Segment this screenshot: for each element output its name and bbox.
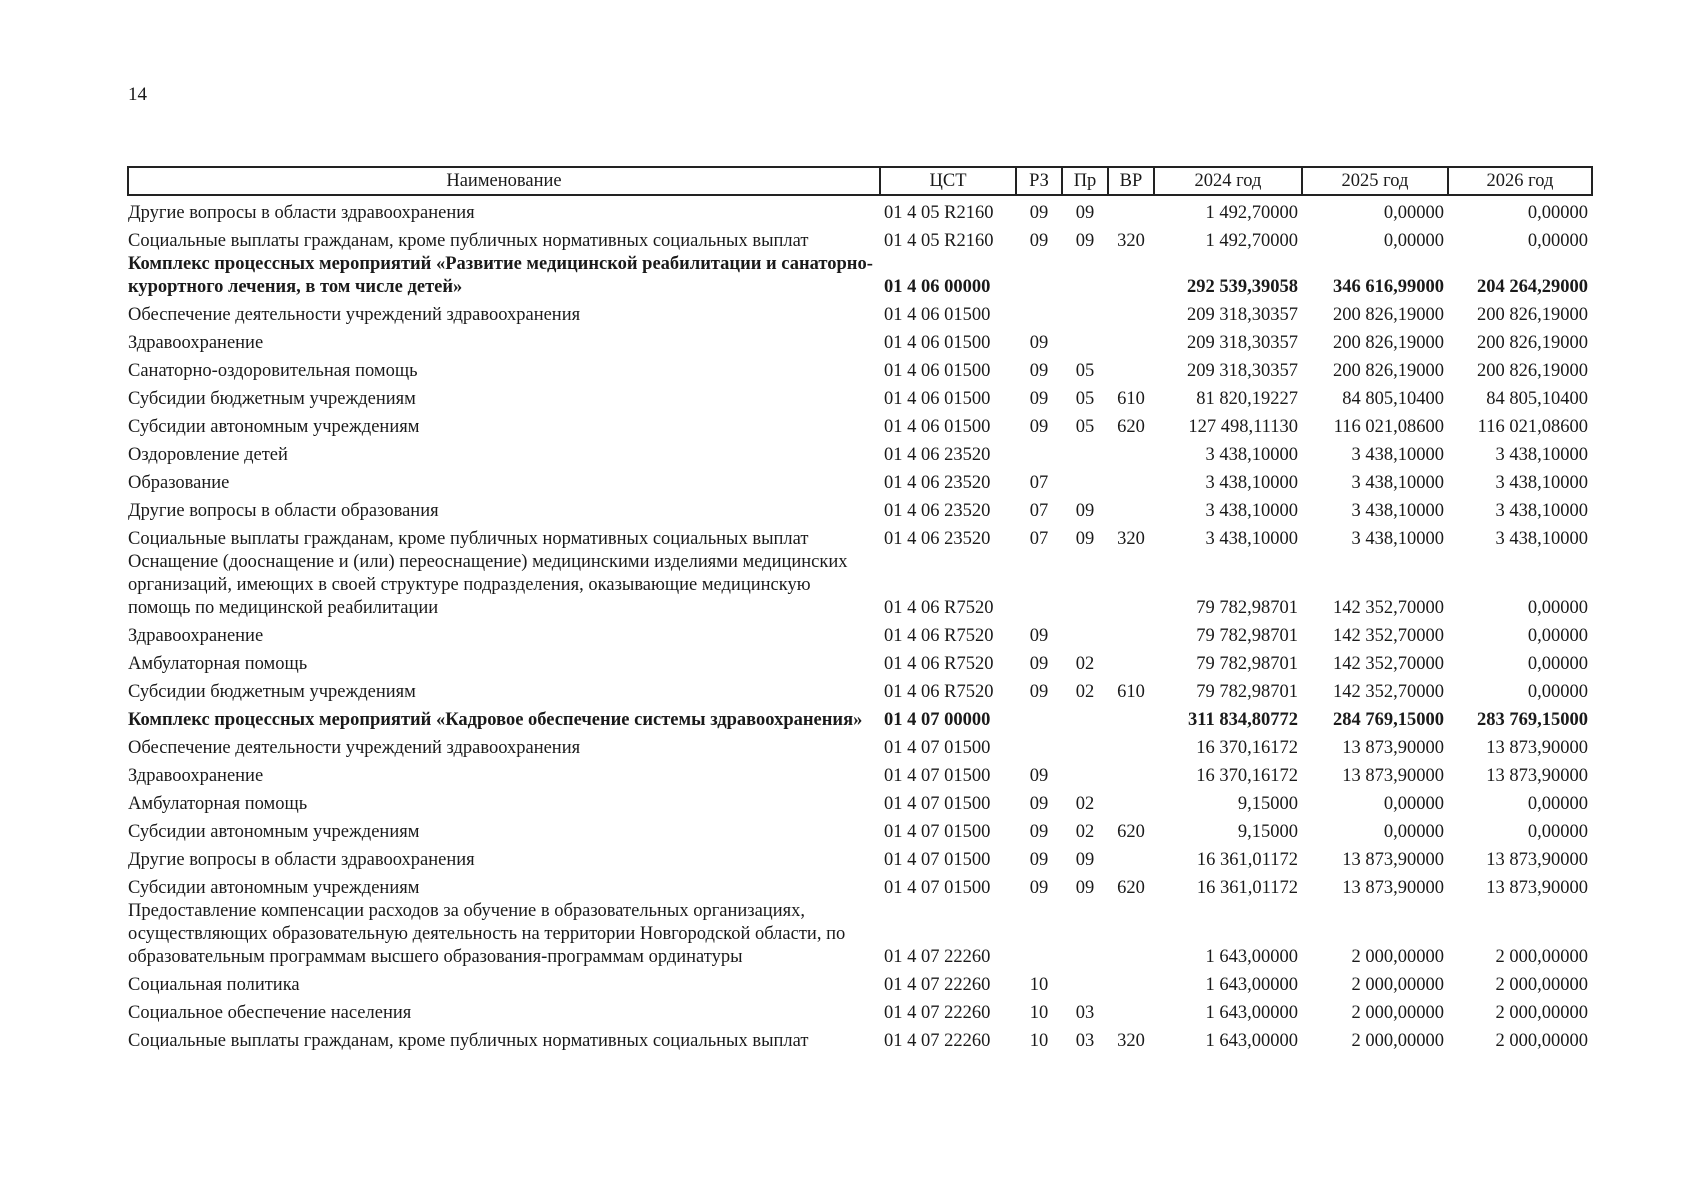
cell-vr [1108, 551, 1154, 620]
cell-2024: 79 782,98701 [1196, 598, 1298, 618]
cell-vr [1108, 195, 1154, 225]
cell-pr: 09 [1075, 203, 1095, 223]
cell-2024: 1 492,70000 [1205, 231, 1298, 251]
table-row [128, 816, 1592, 844]
table-body [128, 195, 1592, 1053]
cell-name: Другие вопросы в области образования [128, 501, 439, 521]
cell-2026: 200 826,19000 [1477, 333, 1588, 353]
cell-vr [1108, 760, 1154, 788]
cell-cst: 01 4 07 01500 [884, 878, 991, 898]
cell-vr [1108, 253, 1154, 299]
cell-pr: 02 [1075, 682, 1095, 702]
cell-2025: 0,00000 [1383, 794, 1444, 814]
table-row [128, 648, 1592, 676]
table-row [128, 383, 1592, 411]
cell-rz: 09 [1029, 766, 1049, 786]
cell-name: Социальная политика [128, 975, 300, 995]
header-pr: Пр [1062, 167, 1108, 195]
cell-2025: 142 352,70000 [1333, 654, 1444, 674]
cell-cst: 01 4 06 01500 [884, 361, 991, 381]
cell-pr [1062, 760, 1108, 788]
cell-pr [1062, 439, 1108, 467]
table-row [128, 704, 1592, 732]
cell-name: Здравоохранение [128, 766, 264, 786]
cell-2024: 311 834,80772 [1188, 710, 1298, 730]
cell-pr: 09 [1075, 878, 1095, 898]
cell-name: Обеспечение деятельности учреждений здравоохранения [128, 738, 581, 758]
cell-name: Другие вопросы в области здравоохранения [128, 203, 475, 223]
cell-2026: 13 873,90000 [1486, 766, 1588, 786]
cell-rz [1016, 253, 1062, 299]
cell-2024: 3 438,10000 [1205, 501, 1298, 521]
header-2025: 2025 год [1302, 167, 1448, 195]
cell-name: Предоставление компенсации расходов за обучение в образовательных организациях, осуществляющих образовательную деятельность на территории Новгородской области, по образовательным программам высшего образования-программам ординатуры [128, 901, 846, 967]
cell-rz: 09 [1029, 654, 1049, 674]
cell-2025: 116 021,08600 [1333, 417, 1444, 437]
cell-pr: 05 [1075, 361, 1095, 381]
cell-2025: 13 873,90000 [1342, 878, 1444, 898]
table-row [128, 439, 1592, 467]
cell-2024: 1 643,00000 [1205, 947, 1298, 967]
cell-2025: 2 000,00000 [1351, 1031, 1444, 1051]
cell-2026: 0,00000 [1527, 231, 1588, 251]
cell-2025: 0,00000 [1383, 203, 1444, 223]
cell-2024: 79 782,98701 [1196, 654, 1298, 674]
cell-name: Амбулаторная помощь [128, 654, 308, 674]
table-row [128, 467, 1592, 495]
cell-cst: 01 4 06 23520 [884, 445, 991, 465]
cell-name: Субсидии бюджетным учреждениям [128, 389, 416, 409]
table-row [128, 195, 1592, 225]
cell-pr [1062, 467, 1108, 495]
table-row [128, 551, 1592, 620]
cell-pr: 02 [1075, 822, 1095, 842]
cell-2025: 0,00000 [1383, 822, 1444, 842]
cell-rz: 09 [1029, 203, 1049, 223]
cell-name: Социальные выплаты гражданам, кроме публичных нормативных социальных выплат [128, 231, 809, 251]
cell-2025: 2 000,00000 [1351, 1003, 1444, 1023]
cell-vr: 620 [1117, 822, 1145, 842]
table-row [128, 1025, 1592, 1053]
cell-2026: 3 438,10000 [1495, 529, 1588, 549]
cell-vr: 320 [1117, 529, 1145, 549]
header-vr: ВР [1108, 167, 1154, 195]
cell-rz: 10 [1029, 1031, 1049, 1051]
cell-rz: 09 [1029, 389, 1049, 409]
cell-name: Социальные выплаты гражданам, кроме публичных нормативных социальных выплат [128, 529, 809, 549]
cell-pr [1062, 327, 1108, 355]
cell-vr [1108, 467, 1154, 495]
header-rz: РЗ [1016, 167, 1062, 195]
cell-pr: 09 [1075, 850, 1095, 870]
cell-pr: 09 [1075, 231, 1095, 251]
cell-rz: 09 [1029, 794, 1049, 814]
cell-cst: 01 4 07 22260 [884, 975, 991, 995]
cell-2025: 200 826,19000 [1333, 333, 1444, 353]
cell-2025: 346 616,99000 [1333, 277, 1444, 297]
cell-rz: 09 [1029, 626, 1049, 646]
cell-cst: 01 4 07 01500 [884, 766, 991, 786]
table-row [128, 495, 1592, 523]
cell-vr [1108, 439, 1154, 467]
cell-vr [1108, 620, 1154, 648]
cell-2026: 3 438,10000 [1495, 501, 1588, 521]
cell-2025: 3 438,10000 [1351, 529, 1444, 549]
cell-2025: 13 873,90000 [1342, 766, 1444, 786]
cell-2026: 13 873,90000 [1486, 878, 1588, 898]
cell-cst: 01 4 06 01500 [884, 333, 991, 353]
cell-cst: 01 4 06 23520 [884, 501, 991, 521]
cell-rz: 09 [1029, 822, 1049, 842]
cell-cst: 01 4 07 01500 [884, 738, 991, 758]
cell-pr: 02 [1075, 794, 1095, 814]
cell-2026: 283 769,15000 [1477, 710, 1588, 730]
cell-cst: 01 4 06 23520 [884, 529, 991, 549]
cell-rz [1016, 551, 1062, 620]
cell-vr [1108, 648, 1154, 676]
cell-pr [1062, 969, 1108, 997]
cell-name: Обеспечение деятельности учреждений здравоохранения [128, 305, 581, 325]
cell-2024: 3 438,10000 [1205, 529, 1298, 549]
cell-name: Другие вопросы в области здравоохранения [128, 850, 475, 870]
cell-pr [1062, 732, 1108, 760]
cell-2024: 9,15000 [1237, 822, 1298, 842]
table-row [128, 900, 1592, 969]
table-row [128, 299, 1592, 327]
cell-pr: 05 [1075, 389, 1095, 409]
cell-vr [1108, 732, 1154, 760]
cell-cst: 01 4 06 01500 [884, 417, 991, 437]
cell-2026: 2 000,00000 [1495, 947, 1588, 967]
cell-2024: 209 318,30357 [1187, 305, 1298, 325]
cell-rz: 07 [1029, 501, 1049, 521]
cell-vr [1108, 997, 1154, 1025]
table-row [128, 997, 1592, 1025]
table-row [128, 760, 1592, 788]
cell-name: Оздоровление детей [128, 445, 288, 465]
cell-2025: 142 352,70000 [1333, 626, 1444, 646]
cell-cst: 01 4 06 R7520 [884, 626, 994, 646]
cell-name: Субсидии бюджетным учреждениям [128, 682, 416, 702]
cell-rz [1016, 439, 1062, 467]
cell-name: Здравоохранение [128, 333, 264, 353]
cell-pr: 03 [1075, 1031, 1095, 1051]
cell-2024: 16 370,16172 [1196, 766, 1298, 786]
cell-2026: 0,00000 [1527, 626, 1588, 646]
cell-pr: 02 [1075, 654, 1095, 674]
cell-rz: 09 [1029, 850, 1049, 870]
cell-cst: 01 4 06 R7520 [884, 682, 994, 702]
cell-cst: 01 4 06 R7520 [884, 654, 994, 674]
cell-rz [1016, 900, 1062, 969]
cell-vr: 610 [1117, 389, 1145, 409]
cell-name: Амбулаторная помощь [128, 794, 308, 814]
cell-name: Субсидии автономным учреждениям [128, 878, 420, 898]
cell-cst: 01 4 07 22260 [884, 1003, 991, 1023]
cell-2024: 16 361,01172 [1196, 878, 1298, 898]
table-row [128, 872, 1592, 900]
table-row [128, 844, 1592, 872]
cell-vr [1108, 355, 1154, 383]
cell-name: Субсидии автономным учреждениям [128, 417, 420, 437]
cell-2025: 13 873,90000 [1342, 738, 1444, 758]
cell-cst: 01 4 07 22260 [884, 947, 991, 967]
cell-2025: 200 826,19000 [1333, 361, 1444, 381]
cell-cst: 01 4 06 R7520 [884, 598, 994, 618]
header-2026: 2026 год [1448, 167, 1592, 195]
cell-2025: 200 826,19000 [1333, 305, 1444, 325]
header-name: Наименование [128, 167, 880, 195]
cell-pr [1062, 620, 1108, 648]
cell-2024: 79 782,98701 [1196, 682, 1298, 702]
cell-2026: 3 438,10000 [1495, 473, 1588, 493]
cell-cst: 01 4 07 00000 [884, 710, 991, 730]
cell-2026: 200 826,19000 [1477, 361, 1588, 381]
cell-2026: 116 021,08600 [1477, 417, 1588, 437]
cell-2025: 284 769,15000 [1333, 710, 1444, 730]
table-row [128, 676, 1592, 704]
cell-name: Социальное обеспечение населения [128, 1003, 412, 1023]
cell-2024: 1 492,70000 [1205, 203, 1298, 223]
cell-rz [1016, 704, 1062, 732]
cell-2026: 200 826,19000 [1477, 305, 1588, 325]
cell-2026: 0,00000 [1527, 598, 1588, 618]
cell-name: Образование [128, 473, 230, 493]
cell-cst: 01 4 07 01500 [884, 850, 991, 870]
cell-2024: 292 539,39058 [1187, 277, 1298, 297]
cell-pr [1062, 900, 1108, 969]
cell-vr [1108, 704, 1154, 732]
cell-rz: 07 [1029, 529, 1049, 549]
table-row [128, 225, 1592, 253]
cell-vr [1108, 900, 1154, 969]
cell-2026: 13 873,90000 [1486, 850, 1588, 870]
cell-cst: 01 4 06 01500 [884, 305, 991, 325]
cell-vr: 620 [1117, 878, 1145, 898]
cell-2024: 3 438,10000 [1205, 445, 1298, 465]
table-row [128, 620, 1592, 648]
cell-rz: 10 [1029, 975, 1049, 995]
cell-name: Комплекс процессных мероприятий «Кадровое обеспечение системы здравоохранения» [128, 710, 863, 730]
cell-2024: 209 318,30357 [1187, 361, 1298, 381]
cell-cst: 01 4 07 01500 [884, 794, 991, 814]
budget-table [127, 166, 1593, 1053]
cell-cst: 01 4 06 00000 [884, 277, 991, 297]
cell-2026: 0,00000 [1527, 682, 1588, 702]
cell-vr: 620 [1117, 417, 1145, 437]
cell-2025: 3 438,10000 [1351, 473, 1444, 493]
cell-vr: 320 [1117, 231, 1145, 251]
table-row [128, 732, 1592, 760]
cell-cst: 01 4 06 01500 [884, 389, 991, 409]
cell-rz: 09 [1029, 417, 1049, 437]
cell-name: Социальные выплаты гражданам, кроме публичных нормативных социальных выплат [128, 1031, 809, 1051]
cell-name: Субсидии автономным учреждениям [128, 822, 420, 842]
cell-pr: 05 [1075, 417, 1095, 437]
cell-2025: 142 352,70000 [1333, 682, 1444, 702]
cell-2026: 0,00000 [1527, 203, 1588, 223]
cell-rz [1016, 299, 1062, 327]
cell-2024: 81 820,19227 [1196, 389, 1298, 409]
cell-pr [1062, 704, 1108, 732]
cell-cst: 01 4 07 22260 [884, 1031, 991, 1051]
cell-name: Санаторно-оздоровительная помощь [128, 361, 418, 381]
cell-name: Оснащение (дооснащение и (или) переоснащение) медицинскими изделиями медицинских организаций, имеющих в своей структуре подразделения, оказывающие медицинскую помощь по медицинской реабилитации [128, 552, 848, 618]
cell-rz: 09 [1029, 682, 1049, 702]
cell-vr [1108, 299, 1154, 327]
table-row [128, 411, 1592, 439]
cell-rz [1016, 732, 1062, 760]
cell-2025: 3 438,10000 [1351, 501, 1444, 521]
cell-pr [1062, 551, 1108, 620]
cell-2025: 142 352,70000 [1333, 598, 1444, 618]
cell-rz: 09 [1029, 878, 1049, 898]
cell-2026: 0,00000 [1527, 654, 1588, 674]
cell-2025: 0,00000 [1383, 231, 1444, 251]
cell-vr [1108, 788, 1154, 816]
cell-2026: 2 000,00000 [1495, 975, 1588, 995]
cell-rz: 09 [1029, 361, 1049, 381]
cell-2026: 3 438,10000 [1495, 445, 1588, 465]
cell-rz: 09 [1029, 333, 1049, 353]
cell-2024: 79 782,98701 [1196, 626, 1298, 646]
cell-2025: 2 000,00000 [1351, 947, 1444, 967]
cell-pr [1062, 253, 1108, 299]
cell-vr [1108, 495, 1154, 523]
cell-2026: 2 000,00000 [1495, 1031, 1588, 1051]
cell-name: Комплекс процессных мероприятий «Развитие медицинской реабилитации и санаторно-курортного лечения, в том числе детей» [128, 254, 873, 297]
cell-2026: 2 000,00000 [1495, 1003, 1588, 1023]
cell-2024: 209 318,30357 [1187, 333, 1298, 353]
cell-2024: 3 438,10000 [1205, 473, 1298, 493]
cell-2026: 0,00000 [1527, 822, 1588, 842]
cell-2024: 1 643,00000 [1205, 975, 1298, 995]
cell-pr: 03 [1075, 1003, 1095, 1023]
cell-vr: 610 [1117, 682, 1145, 702]
cell-rz: 07 [1029, 473, 1049, 493]
cell-pr: 09 [1075, 529, 1095, 549]
table-header-row [128, 167, 1592, 195]
table-row [128, 523, 1592, 551]
cell-vr [1108, 327, 1154, 355]
table-row [128, 355, 1592, 383]
cell-pr: 09 [1075, 501, 1095, 521]
table-row [128, 327, 1592, 355]
cell-2026: 0,00000 [1527, 794, 1588, 814]
table-row [128, 969, 1592, 997]
cell-2024: 1 643,00000 [1205, 1003, 1298, 1023]
page-number: 14 [128, 84, 147, 105]
header-2024: 2024 год [1154, 167, 1302, 195]
cell-2024: 16 370,16172 [1196, 738, 1298, 758]
cell-rz: 09 [1029, 231, 1049, 251]
cell-vr: 320 [1117, 1031, 1145, 1051]
table-row [128, 788, 1592, 816]
cell-2026: 13 873,90000 [1486, 738, 1588, 758]
cell-2025: 3 438,10000 [1351, 445, 1444, 465]
cell-cst: 01 4 06 23520 [884, 473, 991, 493]
cell-cst: 01 4 07 01500 [884, 822, 991, 842]
cell-2025: 84 805,10400 [1342, 389, 1444, 409]
header-cst: ЦСТ [880, 167, 1016, 195]
cell-rz: 10 [1029, 1003, 1049, 1023]
cell-2026: 204 264,29000 [1477, 277, 1588, 297]
cell-2025: 2 000,00000 [1351, 975, 1444, 995]
cell-cst: 01 4 05 R2160 [884, 203, 994, 223]
cell-name: Здравоохранение [128, 626, 264, 646]
cell-vr [1108, 844, 1154, 872]
cell-cst: 01 4 05 R2160 [884, 231, 994, 251]
cell-2025: 13 873,90000 [1342, 850, 1444, 870]
cell-2024: 16 361,01172 [1196, 850, 1298, 870]
cell-pr [1062, 299, 1108, 327]
table-row [128, 253, 1592, 299]
cell-vr [1108, 969, 1154, 997]
cell-2024: 1 643,00000 [1205, 1031, 1298, 1051]
cell-2024: 127 498,11130 [1188, 417, 1298, 437]
cell-2024: 9,15000 [1237, 794, 1298, 814]
cell-2026: 84 805,10400 [1486, 389, 1588, 409]
